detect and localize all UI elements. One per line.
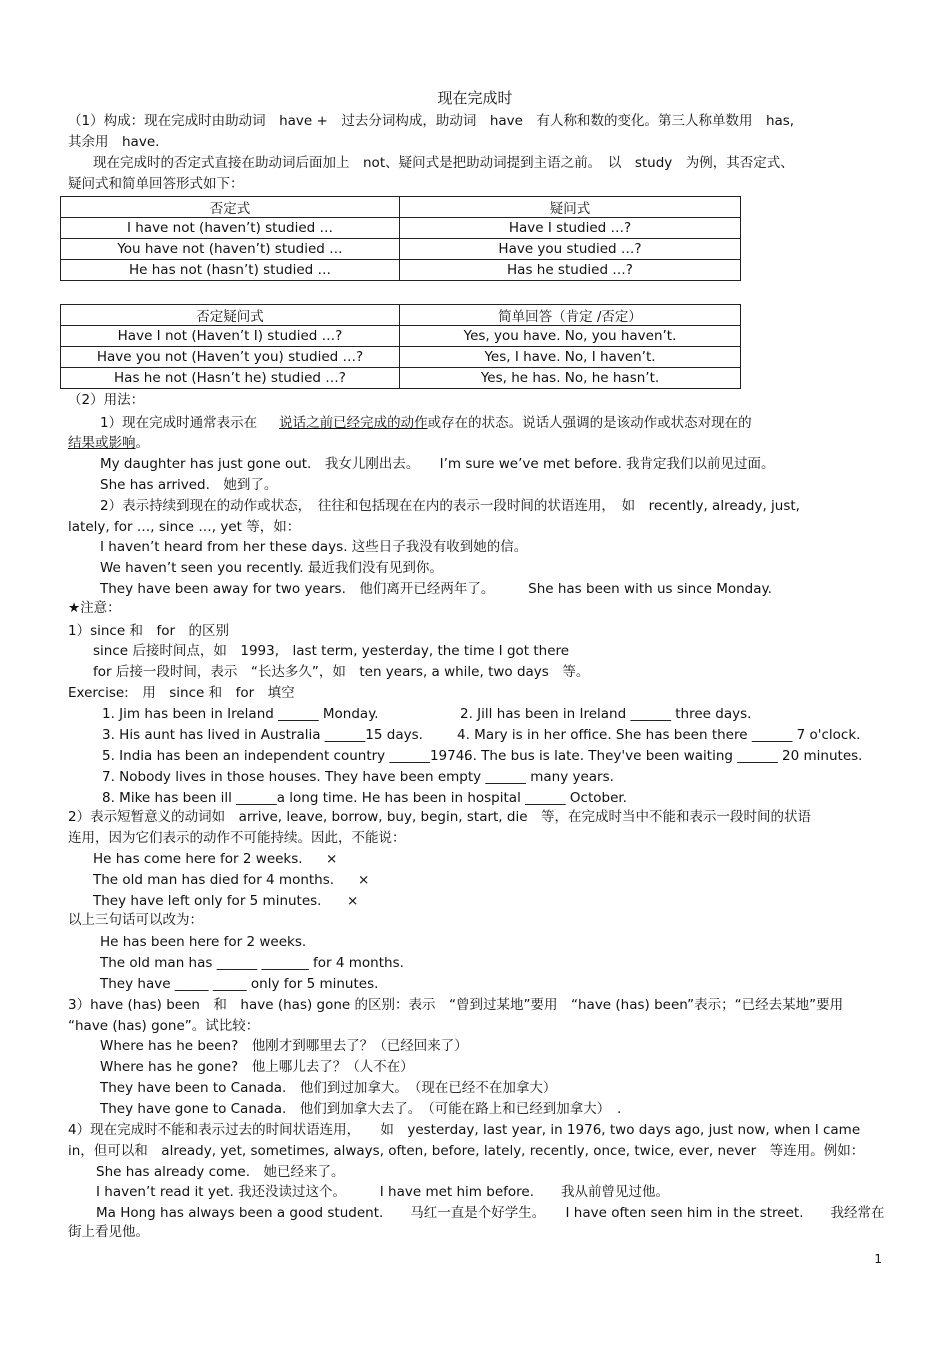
note-4-line-2: in，但可以和 already, yet, sometimes, always, often, before, lately, recently, once, twice, ever, never 等连用。例如： xyxy=(68,1143,865,1159)
usage-1-period: 。 xyxy=(135,435,149,451)
table-cell: Yes, he has. No, he hasn’t. xyxy=(400,368,741,389)
exercise-item: 5. India has been an independent country ______1974. xyxy=(102,748,469,764)
wrong-mark-icon: × xyxy=(326,851,338,867)
note-2-line-2: 连用，因为它们表示的动作不可能持续。因此，不能说： xyxy=(68,830,406,846)
note-4-example: She has already come. 她已经来了。 xyxy=(96,1164,345,1180)
negative-question-answer-table xyxy=(60,304,741,389)
table-row xyxy=(61,239,741,260)
intro-line-4: 疑问式和简单回答形式如下： xyxy=(68,176,244,192)
usage-1-suffix: 或存在的状态。说话人强调的是该动作或状态对现在的 xyxy=(427,415,752,431)
note-3-line-1: 3）have (has) been 和 have (has) gone 的区别：表示 “曾到过某地”要用 “have (has) been”表示；“已经去某地”要用 xyxy=(68,997,844,1013)
wrong-sentence: He has come here for 2 weeks. xyxy=(93,851,303,867)
table-cell: He has not (hasn’t) studied … xyxy=(61,260,400,281)
usage-example: She has arrived. 她到了。 xyxy=(100,477,278,493)
intro-line-2: 其余用 have. xyxy=(68,134,160,150)
note-3-example: Where has he gone? 他上哪儿去了？（人不在） xyxy=(100,1059,414,1075)
table-cell: Have I not (Haven’t I) studied …? xyxy=(61,326,400,347)
table-header-row xyxy=(61,305,741,326)
exercise-item: 3. His aunt has lived in Australia ______15 days. xyxy=(102,727,423,743)
right-sentence: The old man has ______ _______ for 4 months. xyxy=(100,955,404,971)
usage-1-line-1 xyxy=(100,413,752,433)
right-sentence: They have _____ _____ only for 5 minutes. xyxy=(100,976,379,992)
intro-line-3: 现在完成时的否定式直接在助动词后面加上 not、疑问式是把助动词提到主语之前。 以 study 为例，其否定式、 xyxy=(93,155,794,171)
table-row xyxy=(61,347,741,368)
table-header-cell: 简单回答（肯定 /否定） xyxy=(400,305,741,326)
table-header-cell: 否定式 xyxy=(61,197,400,218)
usage-1-underlined: 说话之前已经完成的动作 xyxy=(279,415,428,431)
table-cell: Have I studied …? xyxy=(400,218,741,239)
usage-2-line-2: lately, for …, since …, yet 等，如： xyxy=(68,519,301,535)
table-row xyxy=(61,260,741,281)
table-header-cell: 疑问式 xyxy=(400,197,741,218)
table-header-cell: 否定疑问式 xyxy=(61,305,400,326)
table-row xyxy=(61,368,741,389)
note-3-example: They have been to Canada. 他们到过加拿大。 （现在已经不在加拿大） xyxy=(100,1080,557,1096)
notes-heading: ★注意： xyxy=(68,600,121,616)
note-1-title: 1）since 和 for 的区别 xyxy=(68,623,230,639)
page-title: 现在完成时 xyxy=(437,89,513,107)
exercise-item: 4. Mary is in her office. She has been there ______ 7 o'clock. xyxy=(457,727,861,743)
note-4-example: 街上看见他。 xyxy=(68,1224,149,1240)
table-cell: Yes, you have. No, you haven’t. xyxy=(400,326,741,347)
intro-line-1: （1）构成：现在完成时由助动词 have + 过去分词构成，助动词 have 有人称和数的变化。第三人称单数用 has, xyxy=(68,113,795,129)
note-4-example: Ma Hong has always been a good student. 马红一直是个好学生。 I have often seen him in the street. 我经常在 xyxy=(96,1205,885,1221)
usage-example: We haven’t seen you recently. 最近我们没有见到你。 xyxy=(100,560,443,576)
note-2-line-1: 2）表示短暂意义的动词如 arrive, leave, borrow, buy, begin, start, die 等，在完成时当中不能和表示一段时间的状语 xyxy=(68,809,812,825)
table-cell: You have not (haven’t) studied … xyxy=(61,239,400,260)
exercise-item: 2. Jill has been in Ireland ______ three days. xyxy=(460,706,752,722)
page-number: 1 xyxy=(874,1252,882,1266)
negative-question-table xyxy=(60,196,741,281)
table-cell: Has he studied …? xyxy=(400,260,741,281)
note-3-example: Where has he been? 他刚才到哪里去了？（已经回来了） xyxy=(100,1038,468,1054)
note-1-since: since 后接时间点，如 1993, last term, yesterday, the time I got there xyxy=(93,643,570,659)
usage-1-line-2 xyxy=(68,433,149,453)
usage-example: I haven’t heard from her these days. 这些日子我没有收到她的信。 xyxy=(100,539,528,555)
table-cell: Yes, I have. No, I haven’t. xyxy=(400,347,741,368)
table-row xyxy=(61,326,741,347)
usage-1-prefix: 1）现在完成时通常表示在 xyxy=(100,415,258,431)
wrong-sentence: The old man has died for 4 months. xyxy=(93,872,335,888)
usage-heading: （2）用法： xyxy=(68,392,145,408)
note-1-for: for 后接一段时间，表示 “长达多久”，如 ten years, a while, two days 等。 xyxy=(93,664,590,680)
usage-1-underlined-2: 结果或影响 xyxy=(68,435,136,451)
table-cell: Have you studied …? xyxy=(400,239,741,260)
table-row xyxy=(61,218,741,239)
exercise-item: 6. The bus is late. They've been waiting ______ 20 minutes. xyxy=(464,748,863,764)
usage-example: They have been away for two years. 他们离开已经两年了。 She has been with us since Monday. xyxy=(100,581,772,597)
table-cell: Has he not (Hasn’t he) studied …? xyxy=(61,368,400,389)
wrong-mark-icon: × xyxy=(358,872,370,888)
change-intro: 以上三句话可以改为： xyxy=(68,912,203,928)
right-sentence: He has been here for 2 weeks. xyxy=(100,934,307,950)
usage-2-line-1: 2）表示持续到现在的动作或状态， 往往和包括现在在内的表示一段时间的状语连用， 如 recently, already, just, xyxy=(100,498,800,514)
exercise-item: 8. Mike has been ill ______a long time. He has been in hospital ______ October. xyxy=(102,790,627,806)
exercise-item: 1. Jim has been in Ireland ______ Monday. xyxy=(102,706,379,722)
table-header-row xyxy=(61,197,741,218)
table-cell: I have not (haven’t) studied … xyxy=(61,218,400,239)
table-cell: Have you not (Haven’t you) studied …? xyxy=(61,347,400,368)
usage-example: My daughter has just gone out. 我女儿刚出去。 I’m sure we’ve met before. 我肯定我们以前见过面。 xyxy=(100,456,775,472)
note-3-example: They have gone to Canada. 他们到加拿大去了。 （可能在路上和已经到加拿大） . xyxy=(100,1101,622,1117)
exercise-item: 7. Nobody lives in those houses. They have been empty ______ many years. xyxy=(102,769,614,785)
exercise-title: Exercise: 用 since 和 for 填空 xyxy=(68,685,295,701)
wrong-mark-icon: × xyxy=(347,893,359,909)
note-3-line-2: “have (has) gone”。试比较： xyxy=(68,1018,260,1034)
note-4-example: I haven’t read it yet. 我还没读过这个。 I have met him before. 我从前曾见过他。 xyxy=(96,1184,669,1200)
note-4-line-1: 4）现在完成时不能和表示过去的时间状语连用， 如 yesterday, last year, in 1976, two days ago, just now, when I came xyxy=(68,1122,861,1138)
wrong-sentence: They have left only for 5 minutes. xyxy=(93,893,322,909)
